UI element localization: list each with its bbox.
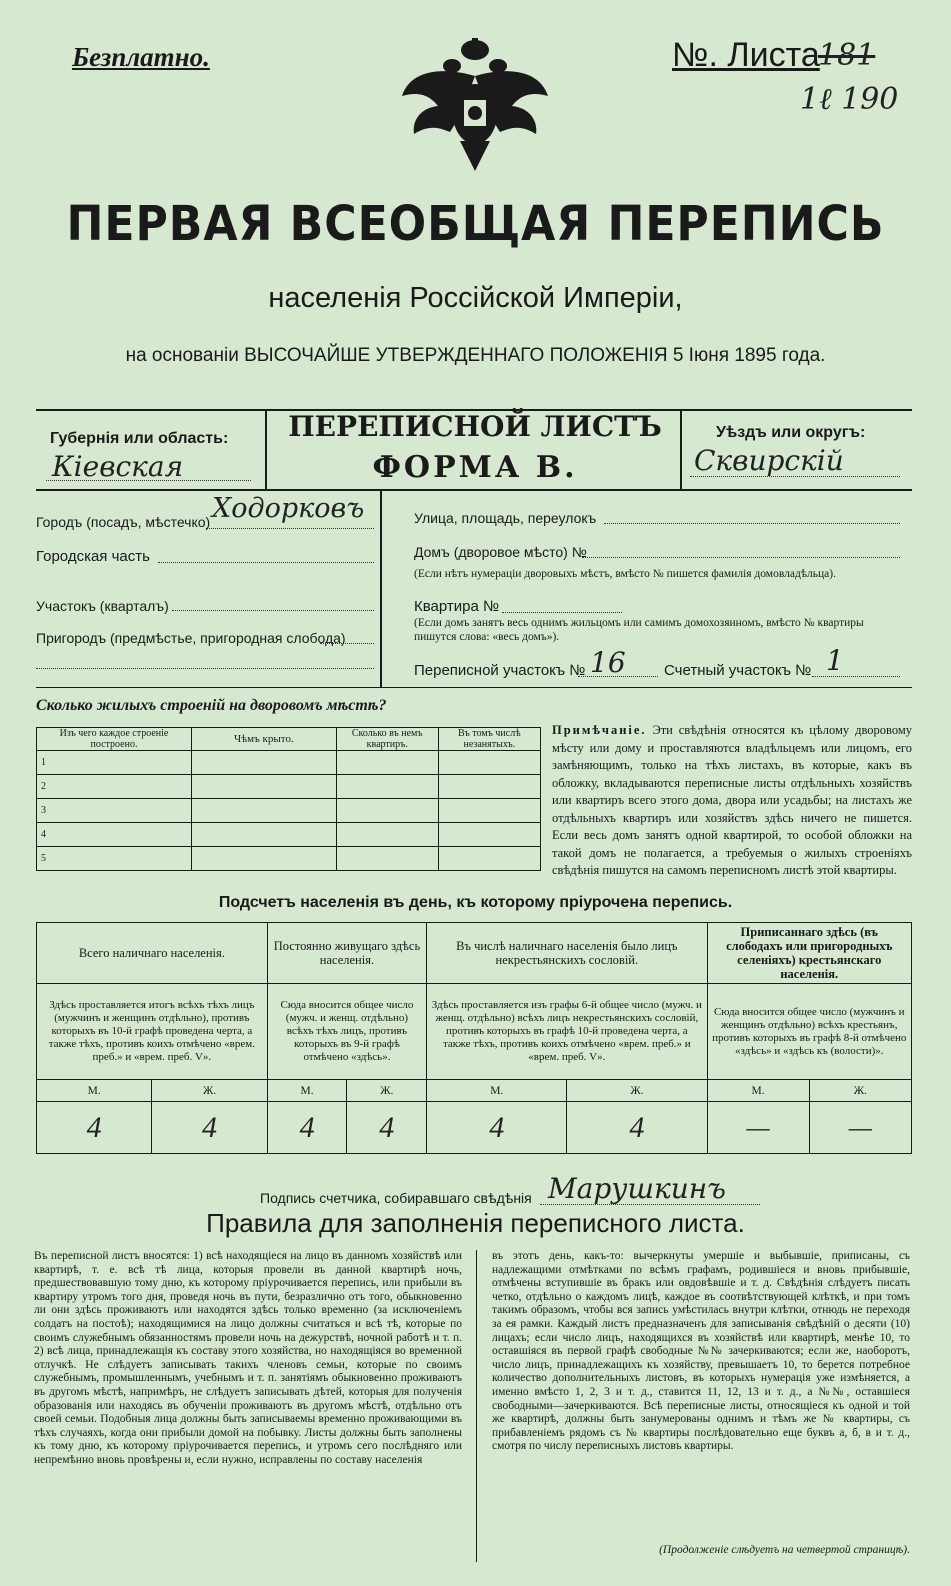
buildings-row-number: 5 — [37, 847, 192, 871]
count-district-label: Счетный участокъ № — [664, 662, 812, 679]
precinct-label: Участокъ (кварталъ) — [36, 598, 169, 614]
buildings-header-roof: Чѣмъ крыто. — [191, 728, 336, 751]
sheet-number-label-text: №. Листа — [672, 36, 820, 74]
census-subtitle: населенія Россійской Имперіи, — [268, 282, 683, 314]
note-block — [552, 722, 912, 880]
population-count-male: 4 — [37, 1102, 152, 1154]
province-label: Губернія или область: — [50, 430, 229, 447]
signature-label: Подпись счетчика, собиравшаго свѣдѣнія — [260, 1190, 532, 1206]
city-value: Ходорковъ — [212, 493, 365, 524]
rules-left-column: Въ переписной листъ вносятся: 1) всѣ находящіеся на лицо въ данномъ хозяйствѣ или квартирѣ, т. е. всѣ тѣ лица, которыя провели въ данной квартирѣ ночь, предшествовавшую тому дню, къ которому пріурочивается перепись, или прибыли въ квартиру утромъ того дня, проведя ночь въ пути, безразлично отъ того, обыкновенно ли они здѣсь проживаютъ или находятся здѣсь только временно (за исключеніемъ солдатъ на постоѣ); находящимися на лицо должны считаться и всѣ тѣ, которые по своимъ служебнымъ обязанностямъ провели ночь на дежурствѣ, ночной работѣ и т. п. 2) всѣ лица, принадлежащія къ составу этого хозяйства, но находящіяся во временной отлучкѣ. Не слѣдуетъ записывать такихъ членовъ семьи, которые по своимъ служебнымъ, промышленнымъ, учебнымъ и т. п. занятіямъ обыкновенно проживаютъ въ другомъ мѣстѣ, напримѣръ, не слѣдуетъ записывать дѣтей, которыя для полученія образованія или находясь въ обученіи проживаютъ въ другомъ мѣстѣ, отдѣльно отъ своей семьи. Подобныя лица должны быть записываемы временно проживающими въ тѣхъ случаяхъ, когда они прибыли домой на побывку. Листы должны быть заполнены къ тому дню, къ которому пріурочивается перепись, и утромъ сего послѣдняго или непремѣнно вновь провѣрены и, если нужно, исправлены по составу населенія — [34, 1250, 462, 1466]
buildings-table — [36, 727, 541, 871]
male-column-label: М. — [37, 1080, 152, 1102]
male-column-label: М. — [267, 1080, 347, 1102]
apartment-note: (Если домъ занятъ весь однимъ жильцомъ или самимъ домохозяиномъ, вмѣсто № квартиры пишутся слова: «весь домъ»). — [414, 617, 864, 643]
note-title: Примѣчаніе. — [552, 723, 647, 737]
population-group-title: Приписаннаго здѣсь (въ слободахъ или пригородныхъ селеніяхъ) крестьянскаго населенія. — [707, 923, 912, 984]
form-type: ФОРМА В. — [372, 450, 578, 485]
population-header: Подсчетъ населенія въ день, къ которому пріурочена перепись. — [218, 894, 733, 911]
population-count-male: 4 — [267, 1102, 347, 1154]
population-group-title: Въ числѣ наличнаго населенія было лицъ некрестьянскихъ сословій. — [427, 923, 707, 984]
population-count-male: — — [707, 1102, 809, 1154]
buildings-header-apartments: Сколько въ немъ квартиръ. — [336, 728, 438, 751]
male-column-label: М. — [427, 1080, 567, 1102]
city-label: Городъ (посадъ, мѣстечко) — [36, 514, 211, 530]
census-district-label: Переписной участокъ № — [414, 662, 586, 679]
city-part-label: Городская часть — [36, 548, 150, 565]
sheet-number-new: 1ℓ 190 — [800, 82, 899, 117]
buildings-header-material: Изъ чего каждое строеніе построено. — [37, 728, 192, 751]
population-count-male: 4 — [427, 1102, 567, 1154]
population-group-desc: Здѣсь проставляется итогъ всѣхъ тѣхъ лицъ (мужчинъ и женщинъ отдѣльно), противъ которыхъ въ 10-й графѣ проведена черта, а также тѣхъ, противъ коихъ отмѣчено «врем. преб.» и «врем. преб. V». — [37, 984, 268, 1080]
apartment-label: Квартира № — [414, 598, 500, 615]
population-group-title: Всего наличнаго населенія. — [37, 923, 268, 984]
female-column-label: Ж. — [347, 1080, 427, 1102]
male-column-label: М. — [707, 1080, 809, 1102]
sheet-number-label — [672, 36, 820, 75]
free-label: Безплатно. — [72, 42, 210, 72]
buildings-question: Сколько жилыхъ строеній на дворовомъ мѣстѣ? — [36, 697, 387, 714]
sheet-number-old: 181 — [818, 38, 876, 73]
buildings-row-number: 2 — [37, 775, 192, 799]
census-title: ПЕРВАЯ ВСЕОБЩАЯ ПЕРЕПИСЬ — [66, 196, 885, 252]
house-note: (Если нѣтъ нумераціи дворовыхъ мѣстъ, вмѣсто № пишется фамилія домовладѣльца). — [414, 568, 836, 580]
note-text: Эти свѣдѣнія относятся къ цѣлому дворовому мѣсту или дому и проставляются владѣльцемъ или лицомъ, его замѣняющимъ, только на тѣхъ листахъ, въ которые, какъ въ обложку, вкладываются переписные листы отдѣльныхъ хозяйствъ или квартиръ всего этого дома, двора или усадьбы; на листахъ же отдѣльныхъ квартиръ или хозяйствъ здѣсь ничего не пишется. Если весь домъ занятъ одной квартирой, то особой обложки на такой домъ не полагается, а требуемыя о жилыхъ строеніяхъ свѣдѣнія пишутся на самомъ переписномъ листѣ этой квартиры. — [552, 723, 912, 877]
census-district-value: 16 — [590, 646, 626, 679]
count-district-value: 1 — [826, 644, 844, 677]
rules-continued: (Продолженіе слѣдуетъ на четвертой страницѣ). — [659, 1544, 910, 1556]
buildings-row-number: 3 — [37, 799, 192, 823]
population-group-desc: Здѣсь проставляется изъ графы 6-й общее число (мужч. и женщ. отдѣльно) всѣхъ лицъ некрестьянскихъ сословій, противъ которыхъ въ графѣ 10-й проведена черта, а также тѣхъ, противъ коихъ отмѣчено «врем. преб.» и «врем. преб. V». — [427, 984, 707, 1080]
rules-right-column: въ этотъ день, какъ-то: вычеркнуты умершіе и выбывшіе, приписаны, съ надлежащими отмѣтками по всѣмъ графамъ, родившіеся и вновь прибывшіе, отмѣчены вступившіе въ бракъ или овдовѣвшіе и т. д. Свѣдѣнія слѣдуетъ писать четко, отдѣльно о каждомъ лицѣ, каждое въ соотвѣтствующей клѣткѣ, и при томъ такимъ образомъ, чтобы вся запись умѣстилась внутри клѣтки, отнюдь не переходя за ея рамки. Каждый листъ предназначенъ для записыванія свѣдѣній о десяти (10) лицахъ; если число лицъ, находящихся въ хозяйствѣ или квартирѣ, менѣе 10, то оставшіяся въ первой графѣ свободные №№ зачеркиваются; если же, наоборотъ, число лицъ, принадлежащихъ къ хозяйству, превышаетъ 10, то берется потребное количество дополнительныхъ листовъ, въ которыхъ нумерація уже измѣняется, а именно вмѣсто 1, 2, 3 и т. д., ставится 11, 12, 13 и т. д., а №№, оставшіеся свободными—зачеркиваются. Всѣ переписные листы, относящіеся къ одной и той же квартирѣ, должны быть занумерованы однимъ и тѣмъ же № квартиры, съ прибавленіемъ рядомъ съ № квартиры послѣдовательно еще буквъ а, б, в и т. д., смотря по числу переписныхъ листовъ квартиры. — [492, 1250, 910, 1453]
province-value: Кіевская — [52, 450, 184, 483]
population-count-female: 4 — [347, 1102, 427, 1154]
population-count-female: — — [809, 1102, 911, 1154]
rules-title: Правила для заполненія переписного листа. — [206, 1208, 745, 1238]
female-column-label: Ж. — [567, 1080, 707, 1102]
buildings-row-number: 1 — [37, 751, 192, 775]
female-column-label: Ж. — [809, 1080, 911, 1102]
house-label: Домъ (дворовое мѣсто) № — [414, 544, 587, 560]
population-group-desc: Сюда вносится общее число (мужчинъ и женщинъ отдѣльно) всѣхъ крестьянъ, противъ которыхъ въ графѣ 8-й отмѣчено «здѣсь» и «здѣсь къ (волости)». — [707, 984, 912, 1080]
buildings-row-number: 4 — [37, 823, 192, 847]
female-column-label: Ж. — [152, 1080, 267, 1102]
buildings-header-vacant: Въ томъ числѣ незанятыхъ. — [438, 728, 540, 751]
census-basis: на основаніи ВЫСОЧАЙШЕ УТВЕРЖДЕННАГО ПОЛОЖЕНІЯ 5 Іюня 1895 года. — [125, 345, 826, 366]
imperial-eagle-icon — [400, 36, 550, 176]
street-label: Улица, площадь, переулокъ — [414, 510, 597, 526]
population-table — [36, 922, 912, 1154]
district-label: Уѣздъ или округъ: — [716, 424, 866, 441]
population-group-title: Постоянно живущаго здѣсь населенія. — [267, 923, 426, 984]
form-title: ПЕРЕПИСНОЙ ЛИСТЪ — [288, 410, 662, 443]
population-group-desc: Сюда вносится общее число (мужч. и женщ. отдѣльно) всѣхъ тѣхъ лицъ, противъ которыхъ въ 9-й графѣ отмѣчено «здѣсь». — [267, 984, 426, 1080]
population-count-female: 4 — [152, 1102, 267, 1154]
suburb-label: Пригородъ (предмѣстье, пригородная слобода) — [36, 630, 346, 646]
population-count-female: 4 — [567, 1102, 707, 1154]
district-value: Сквирскій — [694, 444, 844, 477]
signature-value: Марушкинъ — [548, 1172, 726, 1205]
